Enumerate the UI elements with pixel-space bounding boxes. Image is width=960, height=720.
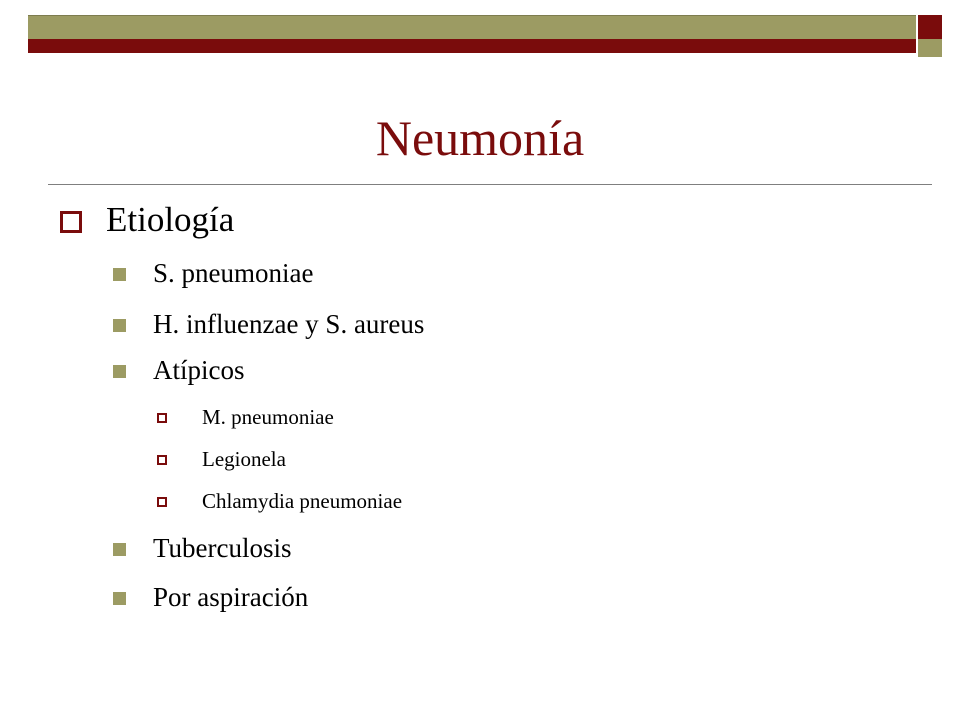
- bullet-s-pneumoniae: [113, 256, 313, 290]
- corner-edge: [942, 15, 944, 57]
- bullet-text: Etiología: [106, 200, 235, 239]
- bullet-por-aspiracion: [113, 580, 308, 614]
- bullet-text: Atípicos: [153, 354, 245, 385]
- filled-square-icon: [113, 268, 126, 281]
- bullet-legionela: [157, 445, 286, 473]
- bullet-m-pneumoniae: [157, 403, 334, 431]
- bullet-atipicos: [113, 353, 245, 387]
- bullet-text: Tuberculosis: [153, 532, 292, 563]
- hollow-square-icon: [157, 413, 167, 423]
- bullet-text: Chlamydia pneumoniae: [202, 488, 403, 513]
- bullet-text: H. influenzae y S. aureus: [153, 308, 425, 339]
- title-divider: [48, 184, 932, 185]
- bullet-chlamydia: [157, 487, 402, 515]
- header-decoration: [0, 0, 960, 60]
- slide-title: Neumonía: [375, 110, 585, 166]
- bullet-text: Por aspiración: [153, 581, 309, 612]
- corner-olive-block: [918, 39, 942, 57]
- filled-square-icon: [113, 319, 126, 332]
- header-maroon-band: [28, 39, 916, 53]
- filled-square-icon: [113, 543, 126, 556]
- filled-square-icon: [113, 592, 126, 605]
- bullet-text: Legionela: [202, 446, 286, 471]
- filled-square-icon: [113, 365, 126, 378]
- bullet-etiologia: [60, 199, 234, 241]
- bullet-text: M. pneumoniae: [202, 404, 334, 429]
- corner-maroon-block: [918, 15, 942, 39]
- hollow-square-icon: [157, 455, 167, 465]
- bullet-h-influenzae: [113, 307, 424, 341]
- hollow-square-icon: [157, 497, 167, 507]
- bullet-text: S. pneumoniae: [153, 257, 314, 288]
- hollow-square-icon: [60, 211, 82, 233]
- bullet-tuberculosis: [113, 531, 292, 565]
- header-olive-band: [28, 15, 916, 41]
